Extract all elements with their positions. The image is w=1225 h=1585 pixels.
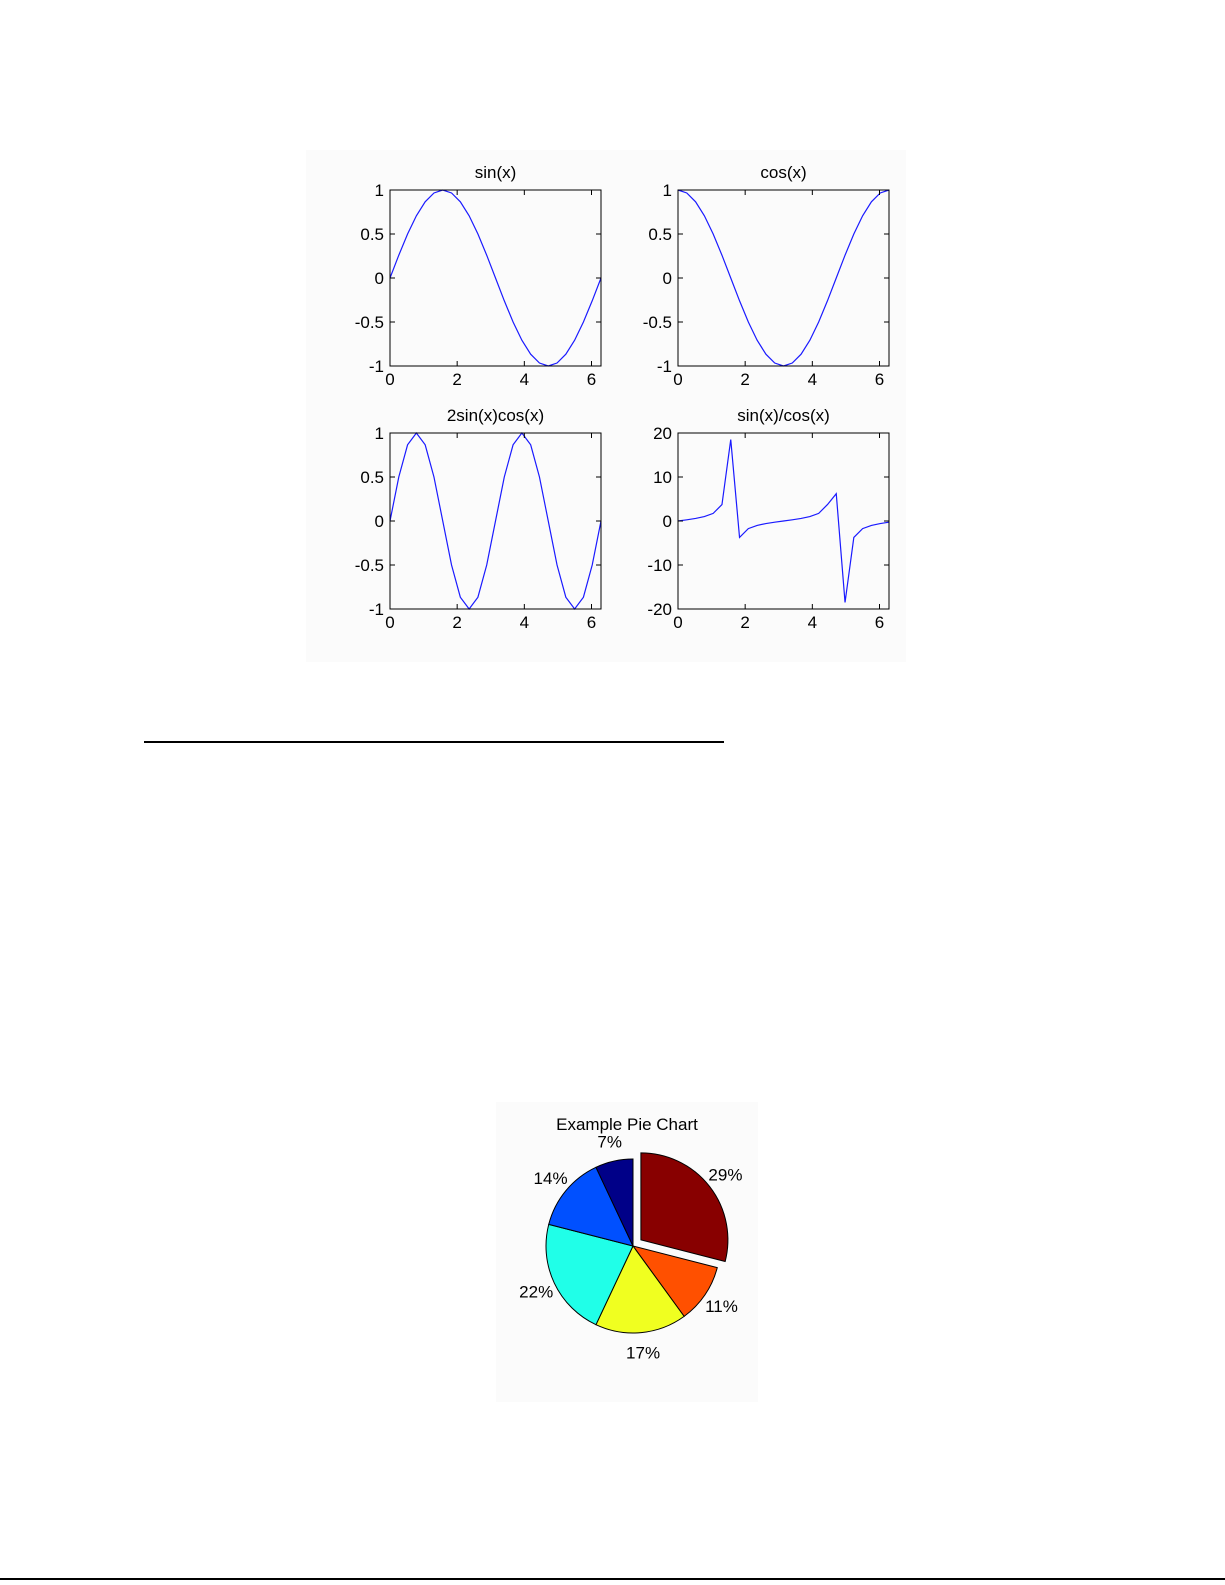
y-tick-label: -0.5 <box>642 313 672 332</box>
y-tick-label: 0 <box>662 512 672 531</box>
x-tick-label: 6 <box>874 613 885 632</box>
series-line <box>678 190 889 366</box>
subplot-title: sin(x)/cos(x) <box>737 406 830 425</box>
y-tick-label: -0.5 <box>354 556 384 575</box>
y-tick-label: -20 <box>647 600 672 619</box>
y-tick-label: 0 <box>662 269 672 288</box>
x-tick-label: 0 <box>385 370 395 389</box>
pie-title: Example Pie Chart <box>556 1115 698 1134</box>
subplots-figure <box>306 150 906 662</box>
x-tick-label: 2 <box>452 613 462 632</box>
y-tick-label: 1 <box>374 424 384 443</box>
series-line <box>390 433 601 609</box>
y-tick-label: 0.5 <box>360 468 384 487</box>
subplot-1 <box>355 163 601 389</box>
x-tick-label: 4 <box>807 370 818 389</box>
y-tick-label: 0 <box>374 512 384 531</box>
pie-figure <box>496 1102 758 1402</box>
x-tick-label: 4 <box>519 613 530 632</box>
y-tick-label: -0.5 <box>354 313 384 332</box>
series-line <box>390 190 601 366</box>
x-tick-label: 0 <box>673 613 683 632</box>
x-tick-label: 2 <box>740 613 750 632</box>
pie-chart <box>519 1115 742 1363</box>
pie-slice-label: 7% <box>597 1132 622 1152</box>
pie-slice-label: 17% <box>626 1343 661 1363</box>
y-tick-label: 0.5 <box>360 225 384 244</box>
pie-slice-label: 14% <box>533 1168 568 1188</box>
subplots-svg <box>306 150 906 662</box>
y-tick-label: 10 <box>653 468 672 487</box>
x-tick-label: 6 <box>874 370 885 389</box>
y-tick-label: 1 <box>662 181 672 200</box>
subplot-title: cos(x) <box>760 163 807 182</box>
x-tick-label: 0 <box>385 613 395 632</box>
axes-box <box>678 190 889 366</box>
y-tick-label: -1 <box>368 357 384 376</box>
y-tick-label: 1 <box>374 181 384 200</box>
y-tick-label: 0 <box>374 269 384 288</box>
y-tick-label: -10 <box>647 556 672 575</box>
subplot-2 <box>643 163 889 389</box>
page-bottom-rule <box>0 1578 1225 1580</box>
y-tick-label: -1 <box>656 357 672 376</box>
pie-svg <box>496 1102 758 1402</box>
x-tick-label: 4 <box>519 370 530 389</box>
x-tick-label: 2 <box>740 370 750 389</box>
pie-slice-label: 11% <box>705 1297 738 1317</box>
pie-slice-label: 29% <box>708 1165 743 1185</box>
y-tick-label: 0.5 <box>648 225 672 244</box>
x-tick-label: 2 <box>452 370 462 389</box>
y-tick-label: 20 <box>653 424 672 443</box>
subplot-title: 2sin(x)cos(x) <box>446 406 545 425</box>
x-tick-label: 6 <box>586 613 597 632</box>
x-tick-label: 6 <box>586 370 597 389</box>
y-tick-label: -1 <box>368 600 384 619</box>
subplot-title: sin(x) <box>474 163 517 182</box>
x-tick-label: 4 <box>807 613 818 632</box>
divider-line <box>144 741 724 743</box>
x-tick-label: 0 <box>673 370 683 389</box>
series-line <box>678 440 889 603</box>
subplot-4 <box>647 406 889 632</box>
pie-slice-label: 22% <box>519 1282 554 1302</box>
subplot-3 <box>355 406 601 632</box>
